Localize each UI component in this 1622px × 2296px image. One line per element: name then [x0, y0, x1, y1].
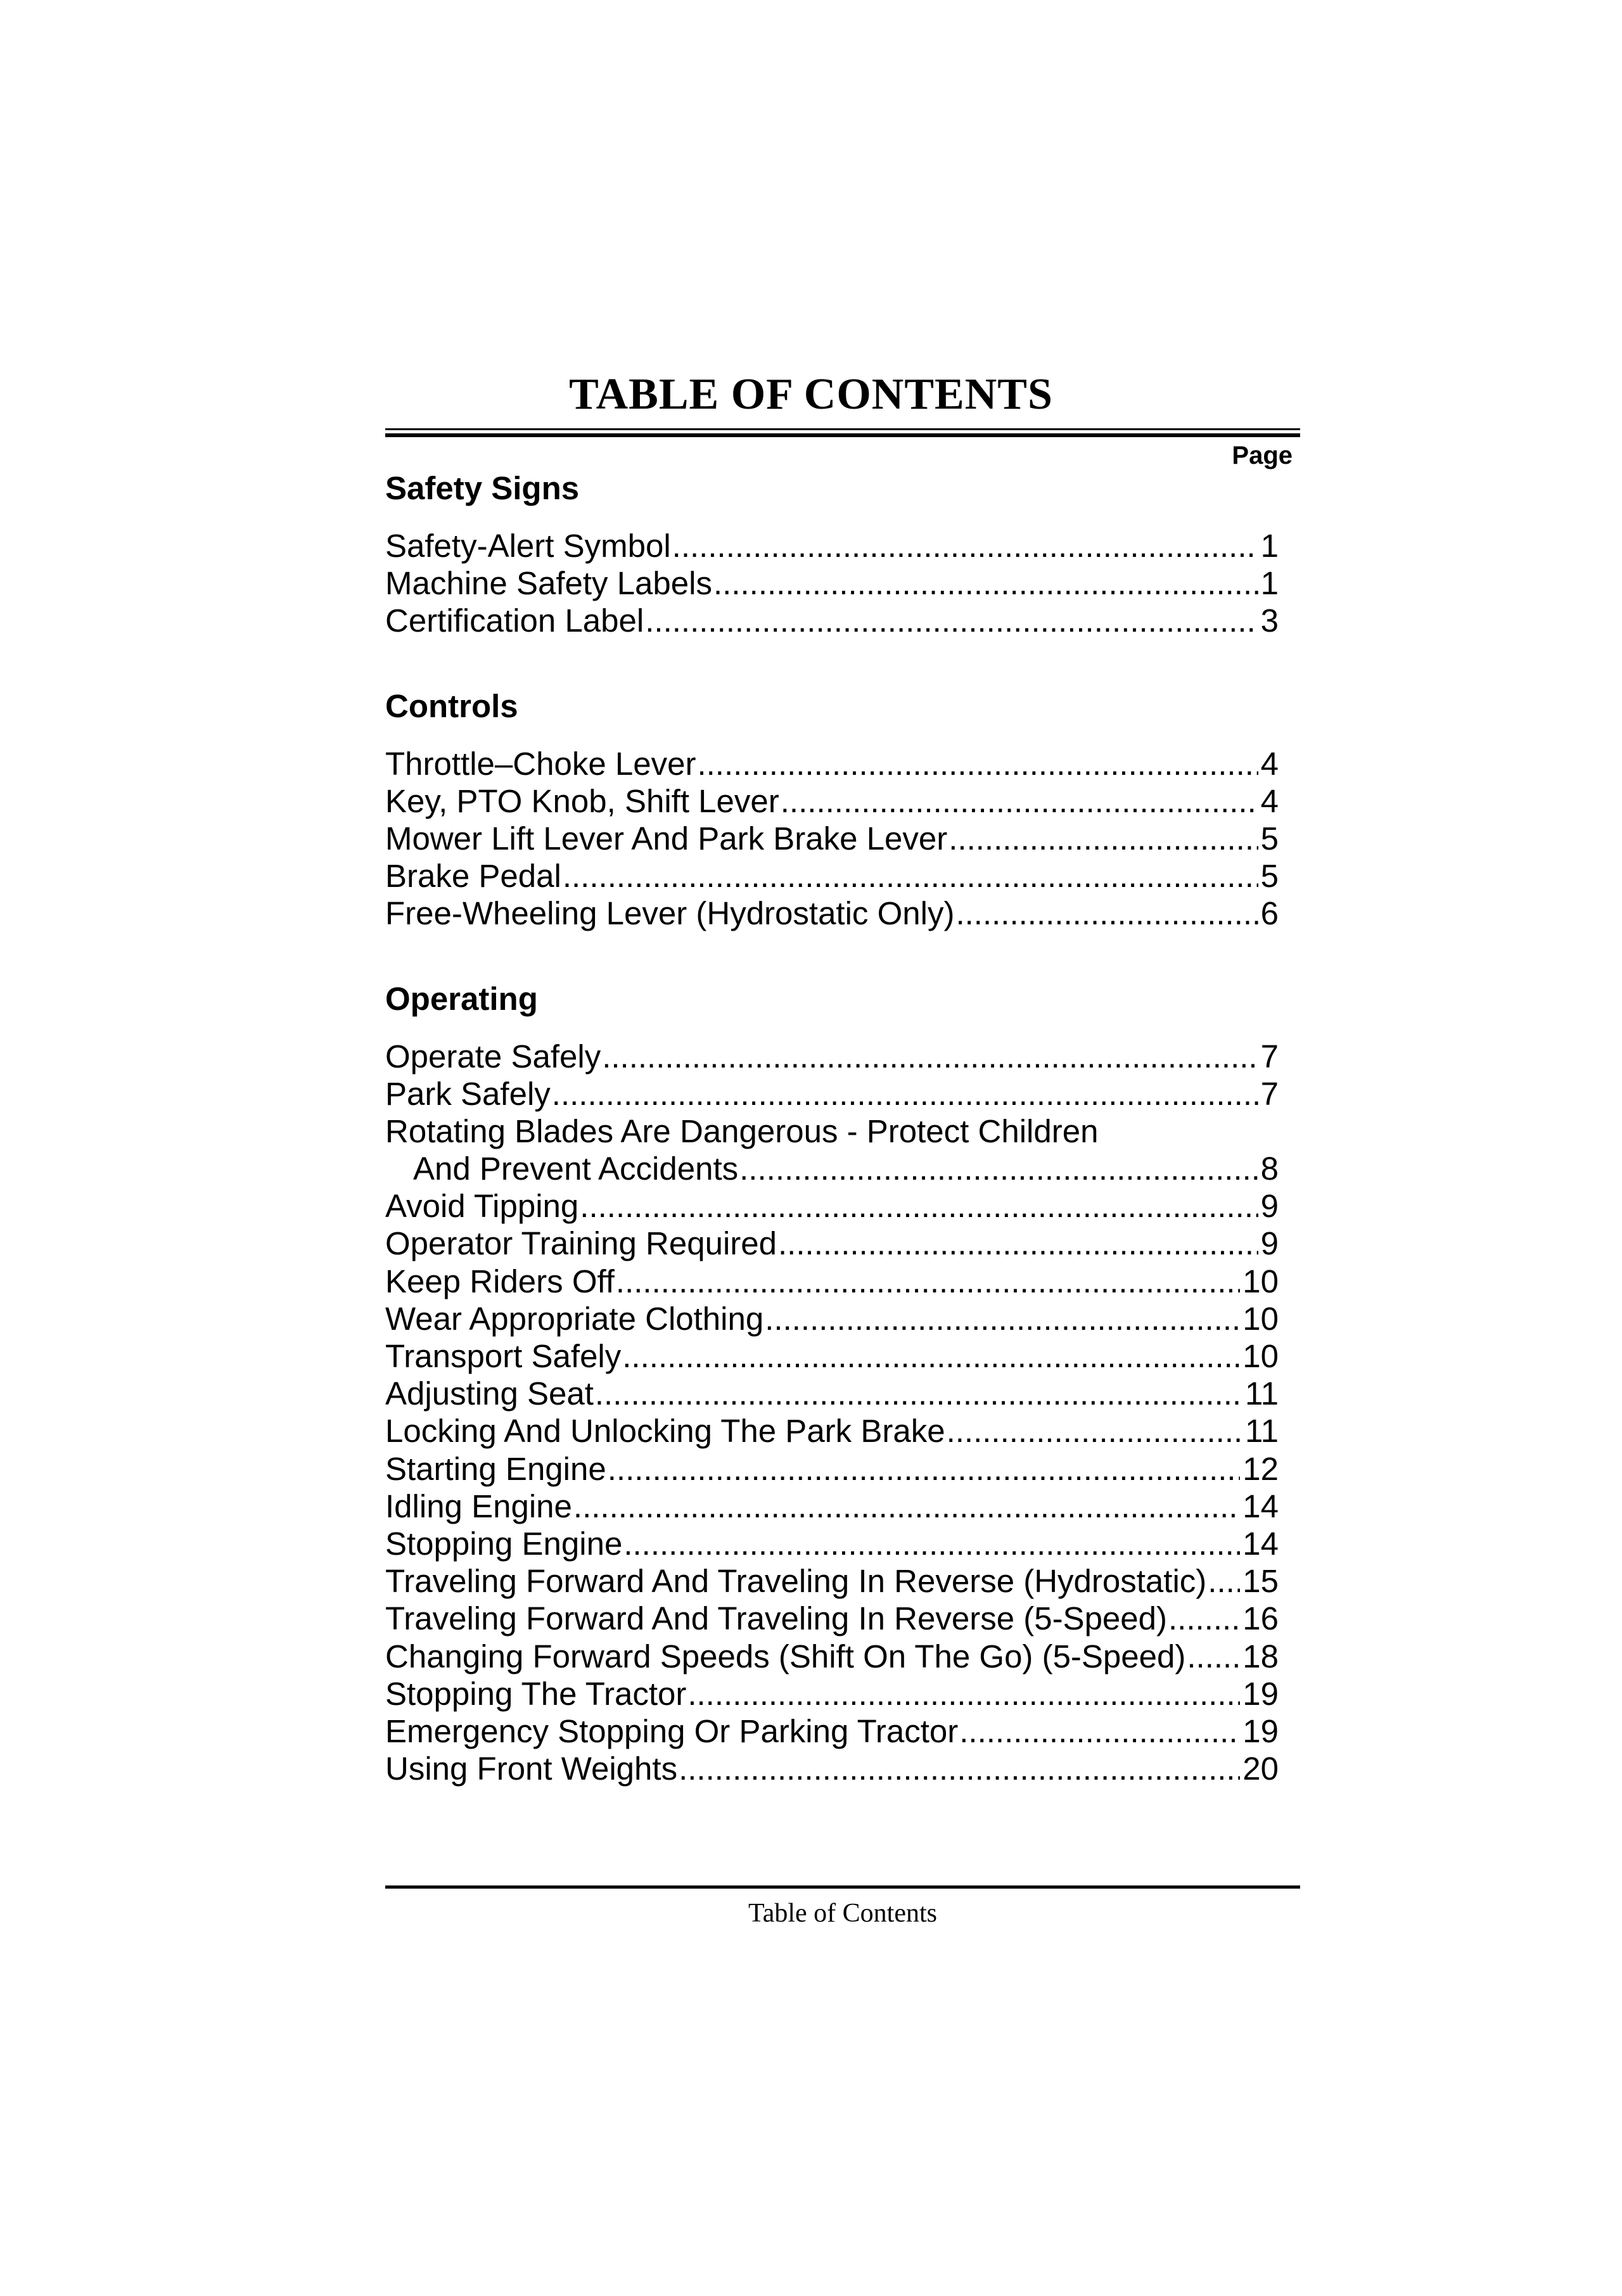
dot-leader	[947, 1412, 1242, 1450]
toc-entry[interactable]	[385, 602, 1279, 639]
title-rule-thick	[385, 433, 1300, 437]
dot-leader	[778, 1225, 1258, 1262]
toc-entry-label: Stopping The Tractor	[385, 1675, 687, 1712]
section-operating	[385, 979, 1279, 1788]
toc-entry-page: 16	[1242, 1600, 1279, 1637]
page-column-label: Page	[1232, 442, 1293, 469]
dot-leader	[781, 782, 1258, 820]
toc-entry[interactable]	[385, 564, 1279, 602]
toc-entry[interactable]	[385, 1675, 1279, 1712]
toc-entry-label: Traveling Forward And Traveling In Reverse (5-Speed)	[385, 1600, 1168, 1637]
section-safety-signs	[385, 469, 1279, 640]
toc-entry-page: 7	[1260, 1038, 1279, 1075]
toc-entry[interactable]	[385, 782, 1279, 820]
toc-entry-label: Traveling Forward And Traveling In Reverse (Hydrostatic)	[385, 1563, 1207, 1600]
toc-entry[interactable]	[385, 1638, 1279, 1675]
dot-leader	[602, 1038, 1258, 1075]
toc-entry-page: 20	[1242, 1751, 1279, 1787]
toc-entry-label: Starting Engine	[385, 1450, 606, 1487]
toc-entry-label: Adjusting Seat	[385, 1375, 594, 1412]
dot-leader	[616, 1263, 1240, 1300]
dot-leader	[573, 1488, 1240, 1525]
toc-entry-page: 11	[1245, 1413, 1279, 1450]
toc-entry[interactable]	[385, 1750, 1279, 1787]
page-footer: Table of Contents	[748, 1899, 937, 1928]
toc-entry-label: Locking And Unlocking The Park Brake	[385, 1413, 945, 1450]
dot-leader	[765, 1300, 1240, 1337]
footer-rule	[385, 1885, 1300, 1889]
dot-leader	[959, 1712, 1240, 1750]
toc-entry-label: Operator Training Required	[385, 1225, 777, 1262]
toc-entry[interactable]	[385, 1150, 1279, 1187]
dot-leader	[697, 745, 1258, 782]
dot-leader	[580, 1187, 1258, 1225]
toc-entry[interactable]	[385, 1300, 1279, 1337]
toc-entry-page: 9	[1260, 1188, 1279, 1225]
dot-leader	[739, 1150, 1258, 1187]
toc-entry-label: Emergency Stopping Or Parking Tractor	[385, 1712, 959, 1749]
section-heading: Operating	[385, 980, 538, 1017]
dot-leader	[672, 527, 1258, 564]
toc-entry[interactable]	[385, 1263, 1279, 1300]
dot-leader	[713, 564, 1258, 602]
toc-entry-page: 11	[1245, 1375, 1279, 1412]
toc-entry[interactable]	[385, 1600, 1279, 1637]
dot-leader	[1208, 1562, 1240, 1600]
toc-entry-page: 14	[1242, 1488, 1279, 1524]
toc-entry-label: Safety-Alert Symbol	[385, 528, 671, 564]
dot-leader	[622, 1337, 1240, 1375]
toc-entry-label: Brake Pedal	[385, 858, 561, 895]
dot-leader	[679, 1750, 1240, 1787]
toc-entry[interactable]	[385, 1038, 1279, 1075]
dot-leader	[687, 1675, 1240, 1712]
toc-entry-label: Using Front Weights	[385, 1751, 678, 1787]
toc-entry-label: Throttle–Choke Lever	[385, 745, 696, 782]
toc-entry-first-line[interactable]: Rotating Blades Are Dangerous - Protect Children	[385, 1113, 1099, 1149]
dot-leader	[1168, 1600, 1240, 1637]
toc-entry-page: 10	[1242, 1300, 1279, 1337]
toc-entry-page: 19	[1242, 1675, 1279, 1712]
toc-entry-label: Changing Forward Speeds (Shift On The Go) (5-Speed)	[385, 1638, 1186, 1674]
table-of-contents	[385, 469, 1279, 1834]
toc-entry-page: 1	[1260, 528, 1279, 564]
toc-entry-page: 5	[1260, 820, 1279, 857]
toc-entry[interactable]	[385, 1337, 1279, 1375]
toc-entry[interactable]	[385, 1375, 1279, 1412]
toc-entry-page: 10	[1242, 1263, 1279, 1299]
toc-entry-label: Transport Safely	[385, 1338, 622, 1374]
dot-leader	[645, 602, 1258, 639]
dot-leader	[948, 820, 1258, 857]
toc-entry-label: Operate Safely	[385, 1038, 601, 1075]
toc-entry-page: 4	[1260, 745, 1279, 782]
toc-entry[interactable]	[385, 1488, 1279, 1525]
toc-entry[interactable]	[385, 745, 1279, 782]
toc-entry-label: Idling Engine	[385, 1488, 572, 1524]
toc-entry[interactable]	[385, 1450, 1279, 1488]
toc-entry-page: 5	[1260, 858, 1279, 895]
toc-entry[interactable]	[385, 857, 1279, 895]
dot-leader	[623, 1525, 1240, 1562]
toc-entry-label: Wear Appropriate Clothing	[385, 1300, 764, 1337]
toc-entry[interactable]	[385, 1525, 1279, 1562]
toc-entry[interactable]	[385, 1075, 1279, 1113]
toc-entry-page: 12	[1242, 1450, 1279, 1487]
toc-entry-label: Avoid Tipping	[385, 1188, 579, 1225]
toc-entry[interactable]	[385, 1562, 1279, 1600]
dot-leader	[563, 857, 1258, 895]
toc-entry[interactable]	[385, 1225, 1279, 1262]
dot-leader	[595, 1375, 1242, 1412]
dot-leader	[552, 1075, 1258, 1113]
toc-entry-label: Keep Riders Off	[385, 1263, 615, 1299]
toc-entry-label-continuation: And Prevent Accidents	[413, 1151, 739, 1187]
toc-entry-label: Free-Wheeling Lever (Hydrostatic Only)	[385, 895, 955, 932]
toc-entry-page: 8	[1260, 1151, 1279, 1187]
toc-entry[interactable]	[385, 527, 1279, 564]
toc-entry[interactable]	[385, 1712, 1279, 1750]
title-rule-thin	[385, 428, 1300, 430]
toc-entry-page: 6	[1260, 895, 1279, 932]
toc-entry-page: 3	[1260, 603, 1279, 639]
dot-leader	[1187, 1638, 1240, 1675]
toc-entry-page: 9	[1260, 1225, 1279, 1262]
toc-entry[interactable]	[385, 1187, 1279, 1225]
toc-entry-label: Mower Lift Lever And Park Brake Lever	[385, 820, 948, 857]
toc-entry-label: Machine Safety Labels	[385, 565, 712, 602]
toc-entry-label: Key, PTO Knob, Shift Lever	[385, 782, 779, 819]
toc-entry-page: 14	[1242, 1525, 1279, 1562]
dot-leader	[955, 895, 1258, 932]
toc-entry-label: Certification Label	[385, 603, 644, 639]
toc-entry-page: 10	[1242, 1338, 1279, 1374]
toc-entry-page: 19	[1242, 1712, 1279, 1749]
section-heading: Safety Signs	[385, 470, 580, 506]
toc-entry-label: Park Safely	[385, 1075, 551, 1112]
toc-entry-page: 4	[1260, 782, 1279, 819]
toc-entry-page: 7	[1260, 1075, 1279, 1112]
page-title: TABLE OF CONTENTS	[569, 370, 1053, 419]
toc-entry[interactable]	[385, 1412, 1279, 1450]
section-heading: Controls	[385, 687, 518, 724]
toc-entry-page: 18	[1242, 1638, 1279, 1674]
toc-entry-page: 1	[1260, 565, 1279, 602]
dot-leader	[608, 1450, 1241, 1488]
toc-entry-page: 15	[1242, 1563, 1279, 1600]
toc-entry[interactable]	[385, 820, 1279, 857]
section-controls	[385, 687, 1279, 933]
toc-entry-label: Stopping Engine	[385, 1525, 623, 1562]
toc-entry[interactable]	[385, 895, 1279, 932]
